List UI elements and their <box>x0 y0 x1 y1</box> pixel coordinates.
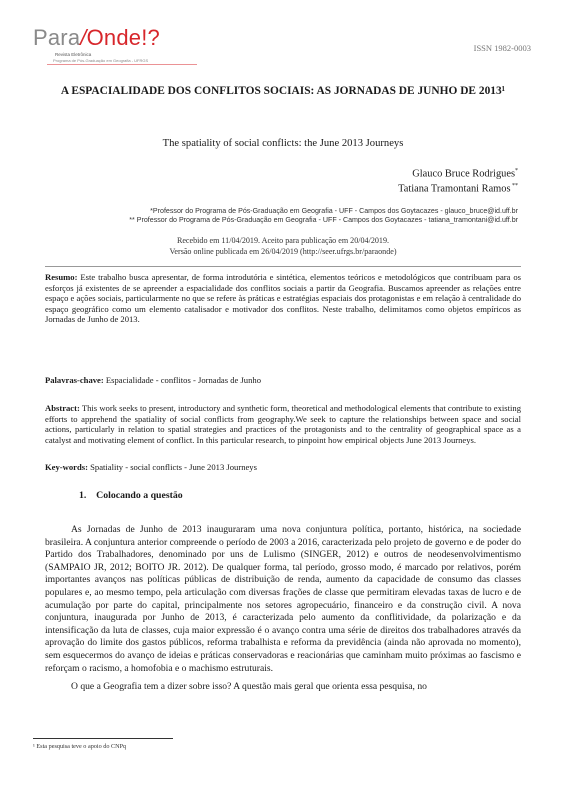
author-mark: * <box>515 168 518 174</box>
logo-para: Para <box>33 25 81 50</box>
resumo-label: Resumo: <box>45 272 78 282</box>
body-text <box>45 524 521 694</box>
author-name: Tatiana Tramontani Ramos <box>398 183 511 195</box>
body-paragraph-1: As Jornadas de Junho de 2013 inauguraram uma nova conjuntura política, portanto, histórica, na sociedade brasileira. A conjuntura anterior compreende o período de 2003 a 2016, caracterizada pelo projeto de governo e de poder do Partido dos Trabalhadores, denominado por uns de Lulismo (SINGER, 2012) e outros de neodesenvolvimentismo (SAMPAIO JR, 2012; BOITO JR. 2012). De qualquer forma, tal período, grosso modo, é marcado por relativos, porém importantes avanços nas políticas públicas de distribuição de renda, aumento da capacidade de consumo das classes populares e, ao mesmo tempo, pela articulação com diversas frações de classe que permitiram elevadas taxas de lucro e de acumulação por parte do capital, principalmente nos setores agropecuário, financeiro e da construção civil. A nova conjuntura, inaugurada por Junho de 2013, é caracterizada pelo aumento da conflitividade, da polarização e da intensificação da luta de classes, cuja maior expressão é o avanço contra uma série de direitos dos trabalhadores através da aprovação do limite dos gastos públicos, reforma trabalhista e reforma da previdência (ainda não aprovada no momento), sem esquecermos do avanço de ideias e práticas conservadoras e reacionárias que caminham muito próximas ao fascismo e reforçam o racismo, a homofobia e o machismo estruturais. <box>45 524 521 674</box>
keywords <box>45 462 521 473</box>
affiliation-2: ** Professor do Programa de Pós-Graduação em Geografia - UFF - Campos dos Goytacazes - tatiana_tramontani@id.uff.br <box>129 216 518 224</box>
keywords-label: Key-words: <box>45 462 88 472</box>
logo-slash: / <box>80 25 87 50</box>
logo-onde: Onde!? <box>86 25 160 50</box>
logo-divider <box>47 64 197 65</box>
footnote: ¹ Esta pesquisa teve o apoio do CNPq <box>33 743 127 750</box>
palavras-chave <box>45 375 521 386</box>
resumo-text: Este trabalho busca apresentar, de forma introdutória e sintética, elementos teóricos e metodológicos que contribuam para os esforços já existentes de se apreender a espacialidade dos conflitos sociais a partir da Geografia. Buscamos apreender as relações entre espaço e ações sociais, particularmente no que se refere às práticas e estratégias espaciais dos protagonistas e em relação à centralidade do espaço geográfico como um elemento catalisador e motivador dos conflitos. Neste trabalho, delimitamos como objetos empíricos as Jornadas de Junho de 2013. <box>45 272 521 325</box>
paper-subtitle: The spatiality of social conflicts: the June 2013 Journeys <box>162 138 404 149</box>
online-date: Versão online publicada em 26/04/2019 (http://seer.ufrgs.br/paraonde) <box>169 247 397 256</box>
author-1 <box>412 168 518 179</box>
logo-wordmark <box>33 26 193 50</box>
palavras-text: Espacialidade - conflitos - Jornadas de Junho <box>103 375 261 385</box>
body-paragraph-2: O que a Geografia tem a dizer sobre isso? A questão mais geral que orienta essa pesquisa, no <box>71 681 427 693</box>
footnote-divider <box>33 738 173 739</box>
author-2 <box>398 183 518 194</box>
paper-title: A ESPACIALIDADE DOS CONFLITOS SOCIAIS: AS JORNADAS DE JUNHO DE 2013¹ <box>60 85 506 97</box>
journal-logo <box>33 26 193 70</box>
palavras-label: Palavras-chave: <box>45 375 104 385</box>
author-name: Glauco Bruce Rodrigues <box>412 168 515 180</box>
header-divider <box>45 266 521 267</box>
resumo-paragraph <box>45 272 521 325</box>
received-date: Recebido em 11/04/2019. Aceito para publicação em 20/04/2019. <box>176 236 390 245</box>
author-mark: ** <box>510 183 518 189</box>
abstract-label: Abstract: <box>45 403 80 413</box>
keywords-text: Spatiality - social conflicts - June 2013 Journeys <box>87 462 257 472</box>
issn: ISSN 1982-0003 <box>473 43 531 53</box>
abstract-paragraph <box>45 403 521 445</box>
logo-program: Programa de Pós-Graduação em Geografia - UFRGS <box>53 58 149 63</box>
abstract-text: This work seeks to present, introductory and synthetic form, theoretical and methodological elements that contribute to existing efforts to apprehend the spatiality of social conflicts from geography.We seek to capture the relationships between space and social actions, particularly in relation to spatial strategies and practices of the protagonists and to the centrality of geographical space as a catalyst and motivating element of conflict. In this particular research, to pinpoint how empirical objects June 2013 Journeys. <box>45 403 521 445</box>
affiliation-1: *Professor do Programa de Pós-Graduação em Geografia - UFF - Campos dos Goytacazes - glauco_bruce@id.uff.br <box>150 207 518 215</box>
logo-subtitle: Revista Eletrônica <box>55 52 92 57</box>
section-heading: 1. Colocando a questão <box>79 490 183 501</box>
